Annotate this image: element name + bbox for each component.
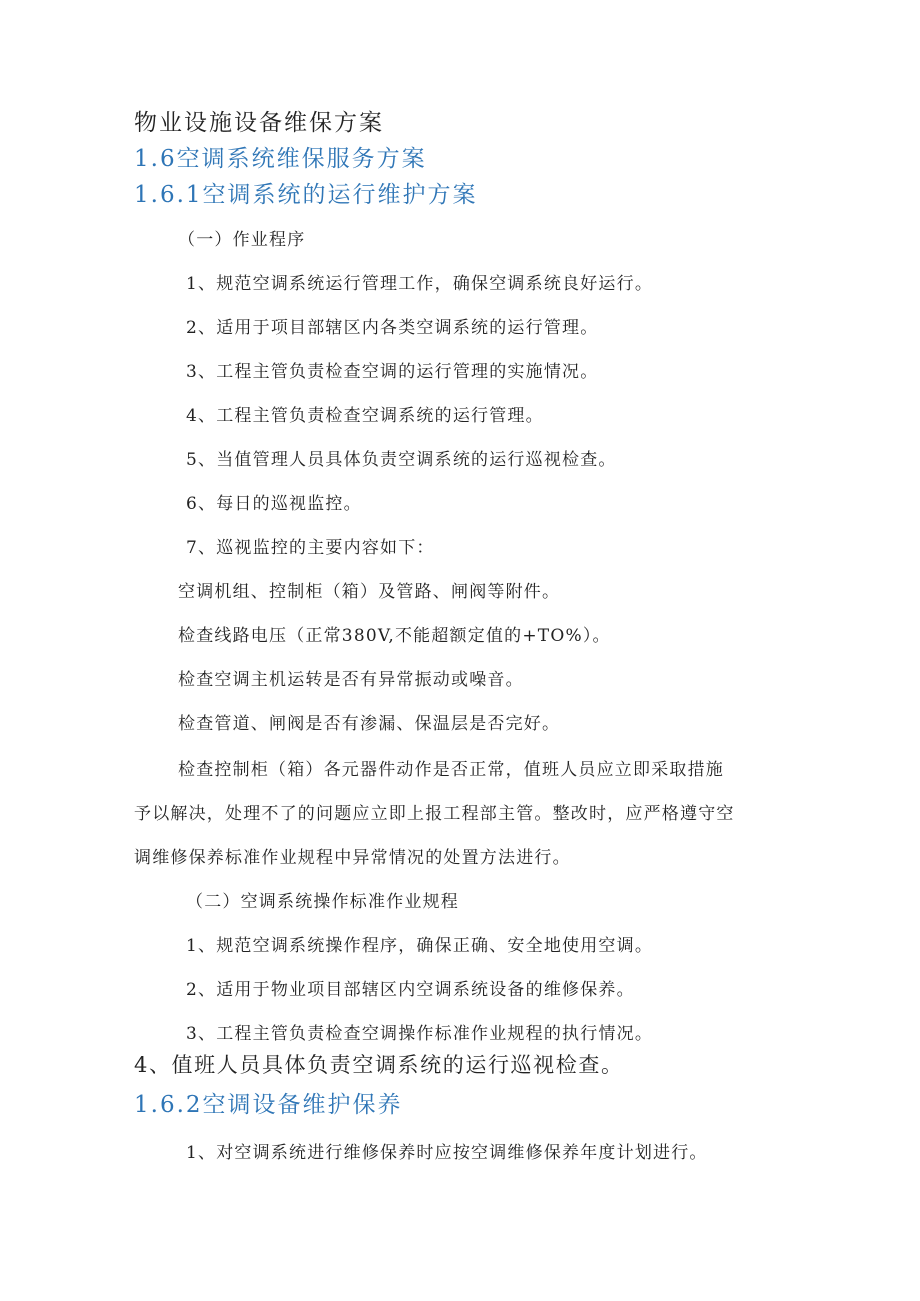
list-item: 3、工程主管负责检查空调的运行管理的实施情况。 [186, 362, 599, 382]
check-item: 检查线路电压（正常380V,不能超额定值的+TO%）。 [178, 626, 611, 646]
list-item: 6、每日的巡视监控。 [186, 494, 362, 514]
document-title: 物业设施设备维保方案 [134, 110, 384, 136]
heading-1-6: 1.6空调系统维保服务方案 [134, 146, 427, 172]
list-item: 5、当值管理人员具体负责空调系统的运行巡视检查。 [186, 450, 617, 470]
heading-1-6-2: 1.6.2空调设备维护保养 [134, 1092, 403, 1118]
list-item: 1、规范空调系统运行管理工作，确保空调系统良好运行。 [186, 274, 654, 294]
section-heading-2: （二）空调系统操作标准作业规程 [186, 892, 459, 912]
check-item: 空调机组、控制柜（箱）及管路、闸阀等附件。 [178, 582, 561, 602]
paragraph-line: 检查控制柜（箱）各元器件动作是否正常，值班人员应立即采取措施 [178, 760, 724, 780]
list-item: 2、适用于物业项目部辖区内空调系统设备的维修保养。 [186, 980, 635, 1000]
list-item-large: 4、值班人员具体负责空调系统的运行巡视检查。 [134, 1053, 624, 1077]
section-heading-1: （一）作业程序 [178, 230, 306, 250]
check-item: 检查管道、闸阀是否有渗漏、保温层是否完好。 [178, 714, 561, 734]
list-item: 4、工程主管负责检查空调系统的运行管理。 [186, 406, 544, 426]
list-item: 2、适用于项目部辖区内各类空调系统的运行管理。 [186, 318, 599, 338]
list-item: 1、对空调系统进行维修保养时应按空调维修保养年度计划进行。 [186, 1143, 708, 1163]
check-item: 检查空调主机运转是否有异常振动或噪音。 [178, 670, 524, 690]
heading-1-6-1: 1.6.1空调系统的运行维护方案 [134, 182, 478, 208]
list-item: 1、规范空调系统操作程序，确保正确、安全地使用空调。 [186, 936, 654, 956]
paragraph-line: 调维修保养标准作业规程中异常情况的处置方法进行。 [134, 848, 571, 868]
list-item: 3、工程主管负责检查空调操作标准作业规程的执行情况。 [186, 1024, 654, 1044]
paragraph-line: 予以解决，处理不了的问题应立即上报工程部主管。整改时，应严格遵守空 [134, 804, 735, 824]
list-item: 7、巡视监控的主要内容如下： [186, 538, 435, 558]
